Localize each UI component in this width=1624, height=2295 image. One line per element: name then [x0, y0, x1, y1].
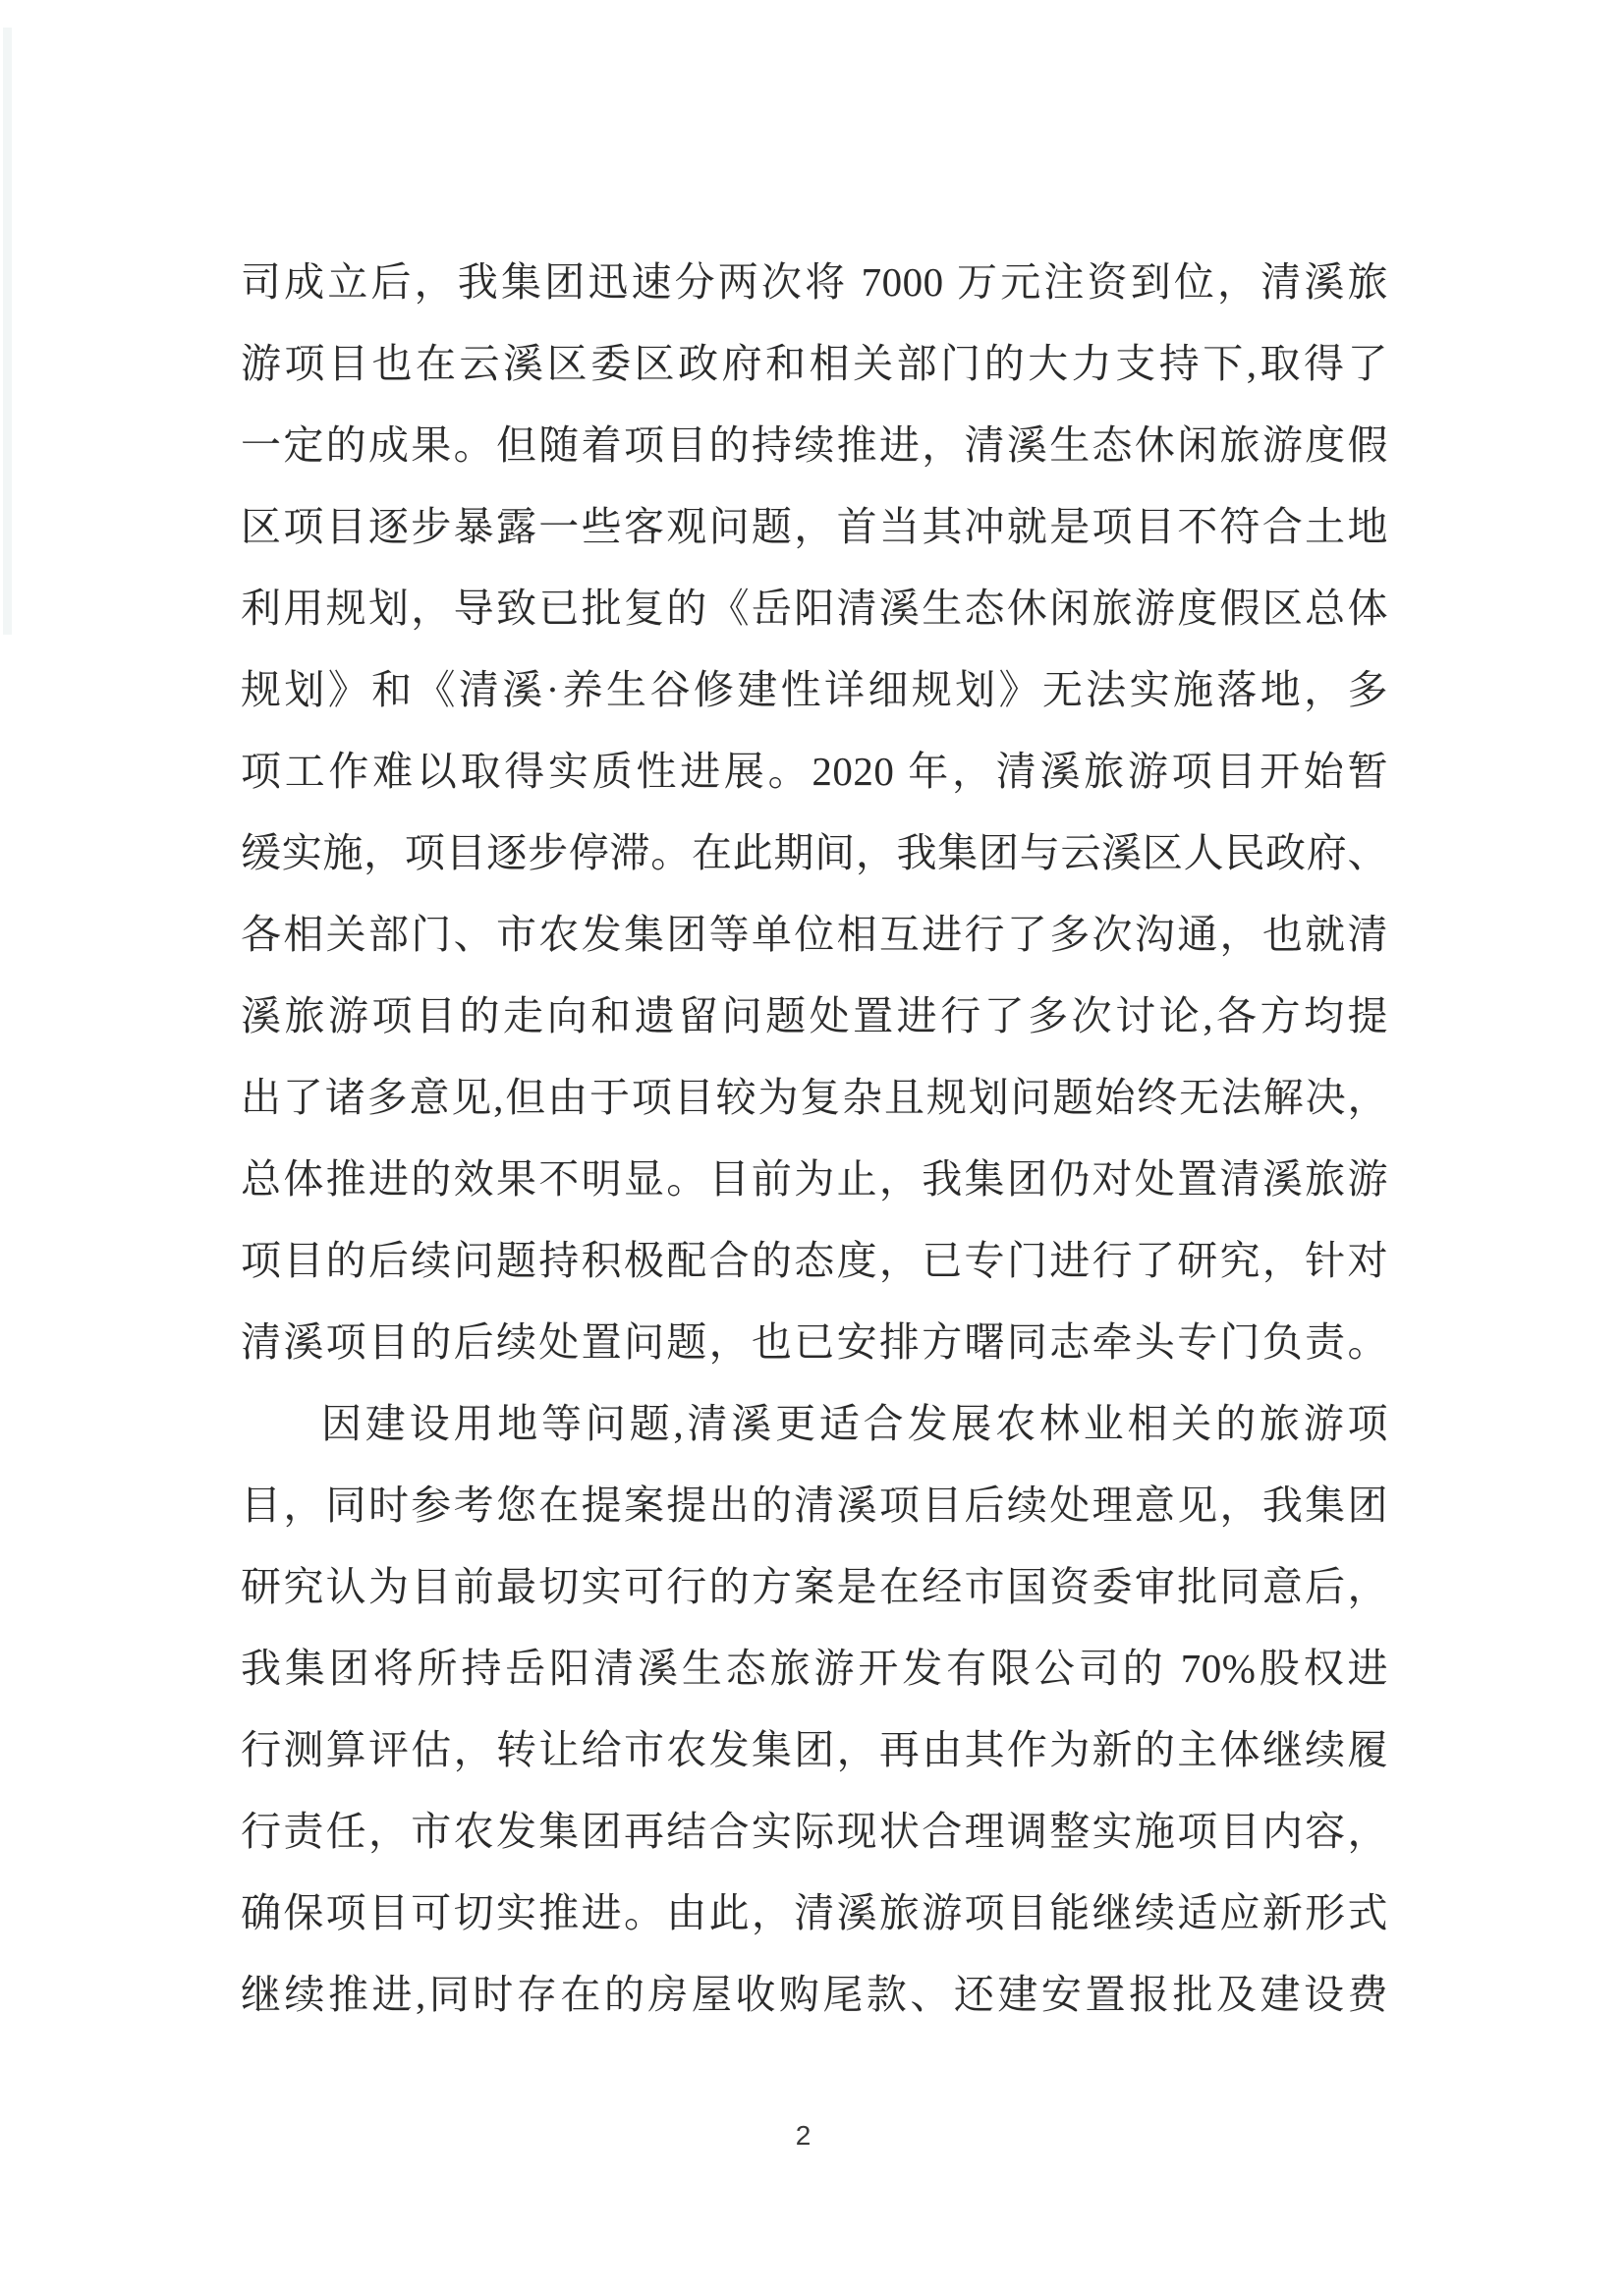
text-line: 目，同时参考您在提案提出的清溪项目后续处理意见，我集团 [241, 1483, 1388, 1528]
text-line-paragraph-start: 因建设用地等问题,清溪更适合发展农林业相关的旅游项 [321, 1401, 1388, 1446]
text-line: 出了诸多意见,但由于项目较为复杂且规划问题始终无法解决， [241, 1075, 1388, 1120]
text-line: 各相关部门、市农发集团等单位相互进行了多次沟通，也就清 [241, 912, 1388, 957]
text-line: 缓实施，项目逐步停滞。在此期间，我集团与云溪区人民政府、 [241, 830, 1388, 875]
text-line: 清溪项目的后续处置问题，也已安排方曙同志牵头专门负责。 [241, 1319, 1388, 1365]
text-line: 继续推进,同时存在的房屋收购尾款、还建安置报批及建设费 [241, 1972, 1388, 2017]
text-line: 一定的成果。但随着项目的持续推进，清溪生态休闲旅游度假 [241, 422, 1388, 468]
text-line: 行测算评估，转让给市农发集团，再由其作为新的主体继续履 [241, 1727, 1388, 1772]
text-line: 利用规划，导致已批复的《岳阳清溪生态休闲旅游度假区总体 [241, 586, 1388, 631]
text-line: 司成立后，我集团迅速分两次将 7000 万元注资到位，清溪旅 [241, 259, 1388, 305]
text-line: 项工作难以取得实质性进展。2020 年，清溪旅游项目开始暂 [241, 749, 1388, 794]
text-line: 溪旅游项目的走向和遗留问题处置进行了多次讨论,各方均提 [241, 993, 1388, 1038]
text-line: 游项目也在云溪区委区政府和相关部门的大力支持下,取得了 [241, 341, 1388, 386]
text-line: 行责任，市农发集团再结合实际现状合理调整实施项目内容， [241, 1809, 1388, 1854]
document-body [241, 242, 1388, 2036]
text-line: 项目的后续问题持积极配合的态度，已专门进行了研究，针对 [241, 1238, 1388, 1283]
text-line: 我集团将所持岳阳清溪生态旅游开发有限公司的 70%股权进 [241, 1646, 1388, 1691]
text-line: 规划》和《清溪·养生谷修建性详细规划》无法实施落地，多 [241, 667, 1388, 712]
page-number: 2 [795, 2120, 812, 2151]
text-line: 区项目逐步暴露一些客观问题，首当其冲就是项目不符合土地 [241, 504, 1388, 549]
text-line: 研究认为目前最切实可行的方案是在经市国资委审批同意后， [241, 1564, 1388, 1609]
text-line: 确保项目可切实推进。由此，清溪旅游项目能继续适应新形式 [241, 1890, 1388, 1935]
scan-edge-artifact [3, 28, 12, 635]
text-line: 总体推进的效果不明显。目前为止，我集团仍对处置清溪旅游 [241, 1156, 1388, 1202]
